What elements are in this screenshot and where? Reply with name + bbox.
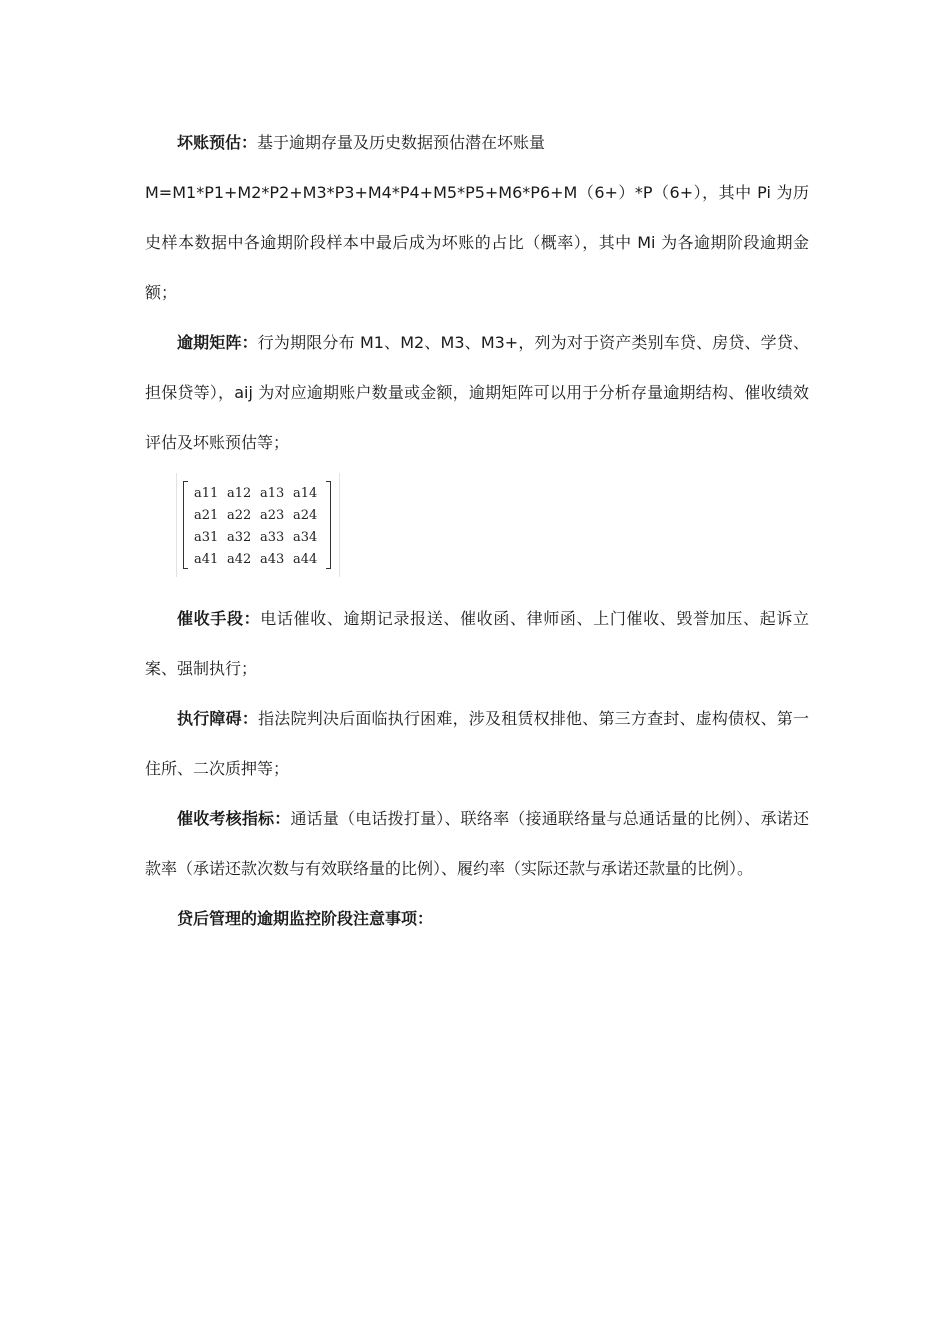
- matrix-cell: a34: [293, 530, 318, 545]
- matrix-cell: a32: [227, 530, 252, 545]
- matrix-cell: a12: [227, 486, 252, 501]
- term-collection-means: 催收手段：: [177, 609, 261, 628]
- term-overdue-matrix: 逾期矩阵：: [177, 333, 258, 352]
- paragraph-kpi: [145, 794, 809, 894]
- paragraph-bad-debt: [145, 118, 809, 168]
- text-formula: M=M1*P1+M2*P2+M3*P3+M4*P4+M5*P5+M6*P6+M（6+）*P（6+），其中 Pi 为历史样本数据中各逾期阶段样本中最后成为坏账的占比（概率），其中 Mi 为各逾期阶段逾期金额；: [145, 183, 809, 302]
- term-kpi: 催收考核指标：: [177, 809, 291, 828]
- paragraph-collection-means: [145, 594, 809, 694]
- matrix-brackets: [183, 481, 331, 569]
- paragraph-formula: [145, 168, 809, 318]
- matrix-cell: a31: [194, 530, 219, 545]
- matrix-cell: a11: [194, 486, 219, 501]
- matrix-cell: a41: [194, 552, 219, 567]
- heading-post-loan: 贷后管理的逾期监控阶段注意事项：: [177, 909, 434, 928]
- paragraph-overdue-matrix: [145, 318, 809, 468]
- term-bad-debt: 坏账预估：: [177, 133, 258, 152]
- text-kpi: 通话量（电话拨打量）、联络率（接通联络量与总通话量的比例）、承诺还款率（承诺还款次数与有效联络量的比例）、履约率（实际还款与承诺还款量的比例）。: [145, 809, 809, 878]
- matrix-cell: a33: [260, 530, 285, 545]
- paragraph-post-loan: [145, 894, 809, 944]
- matrix-cell: a43: [260, 552, 285, 567]
- matrix-grid: [194, 483, 326, 571]
- text-enforcement-obstacles: 指法院判决后面临执行困难，涉及租赁权排他、第三方查封、虚构债权、第一住所、二次质押等；: [145, 709, 809, 778]
- text-bad-debt: 基于逾期存量及历史数据预估潜在坏账量: [257, 133, 546, 152]
- matrix-cell: a14: [293, 486, 318, 501]
- matrix-cell: a44: [293, 552, 318, 567]
- matrix-cell: a13: [260, 486, 285, 501]
- matrix-cell: a42: [227, 552, 252, 567]
- text-overdue-matrix: 行为期限分布 M1、M2、M3、M3+，列为对于资产类别车贷、房贷、学贷、担保贷等），aij 为对应逾期账户数量或金额，逾期矩阵可以用于分析存量逾期结构、催收绩效评估及坏账预估等；: [145, 333, 809, 452]
- matrix-figure: [176, 473, 340, 577]
- matrix-cell: a21: [194, 508, 219, 523]
- term-enforcement-obstacles: 执行障碍：: [177, 709, 259, 728]
- matrix-cell: a23: [260, 508, 285, 523]
- text-collection-means: 电话催收、逾期记录报送、催收函、律师函、上门催收、毁誉加压、起诉立案、强制执行；: [145, 609, 809, 678]
- matrix-cell: a22: [227, 508, 252, 523]
- paragraph-enforcement-obstacles: [145, 694, 809, 794]
- matrix-cell: a24: [293, 508, 318, 523]
